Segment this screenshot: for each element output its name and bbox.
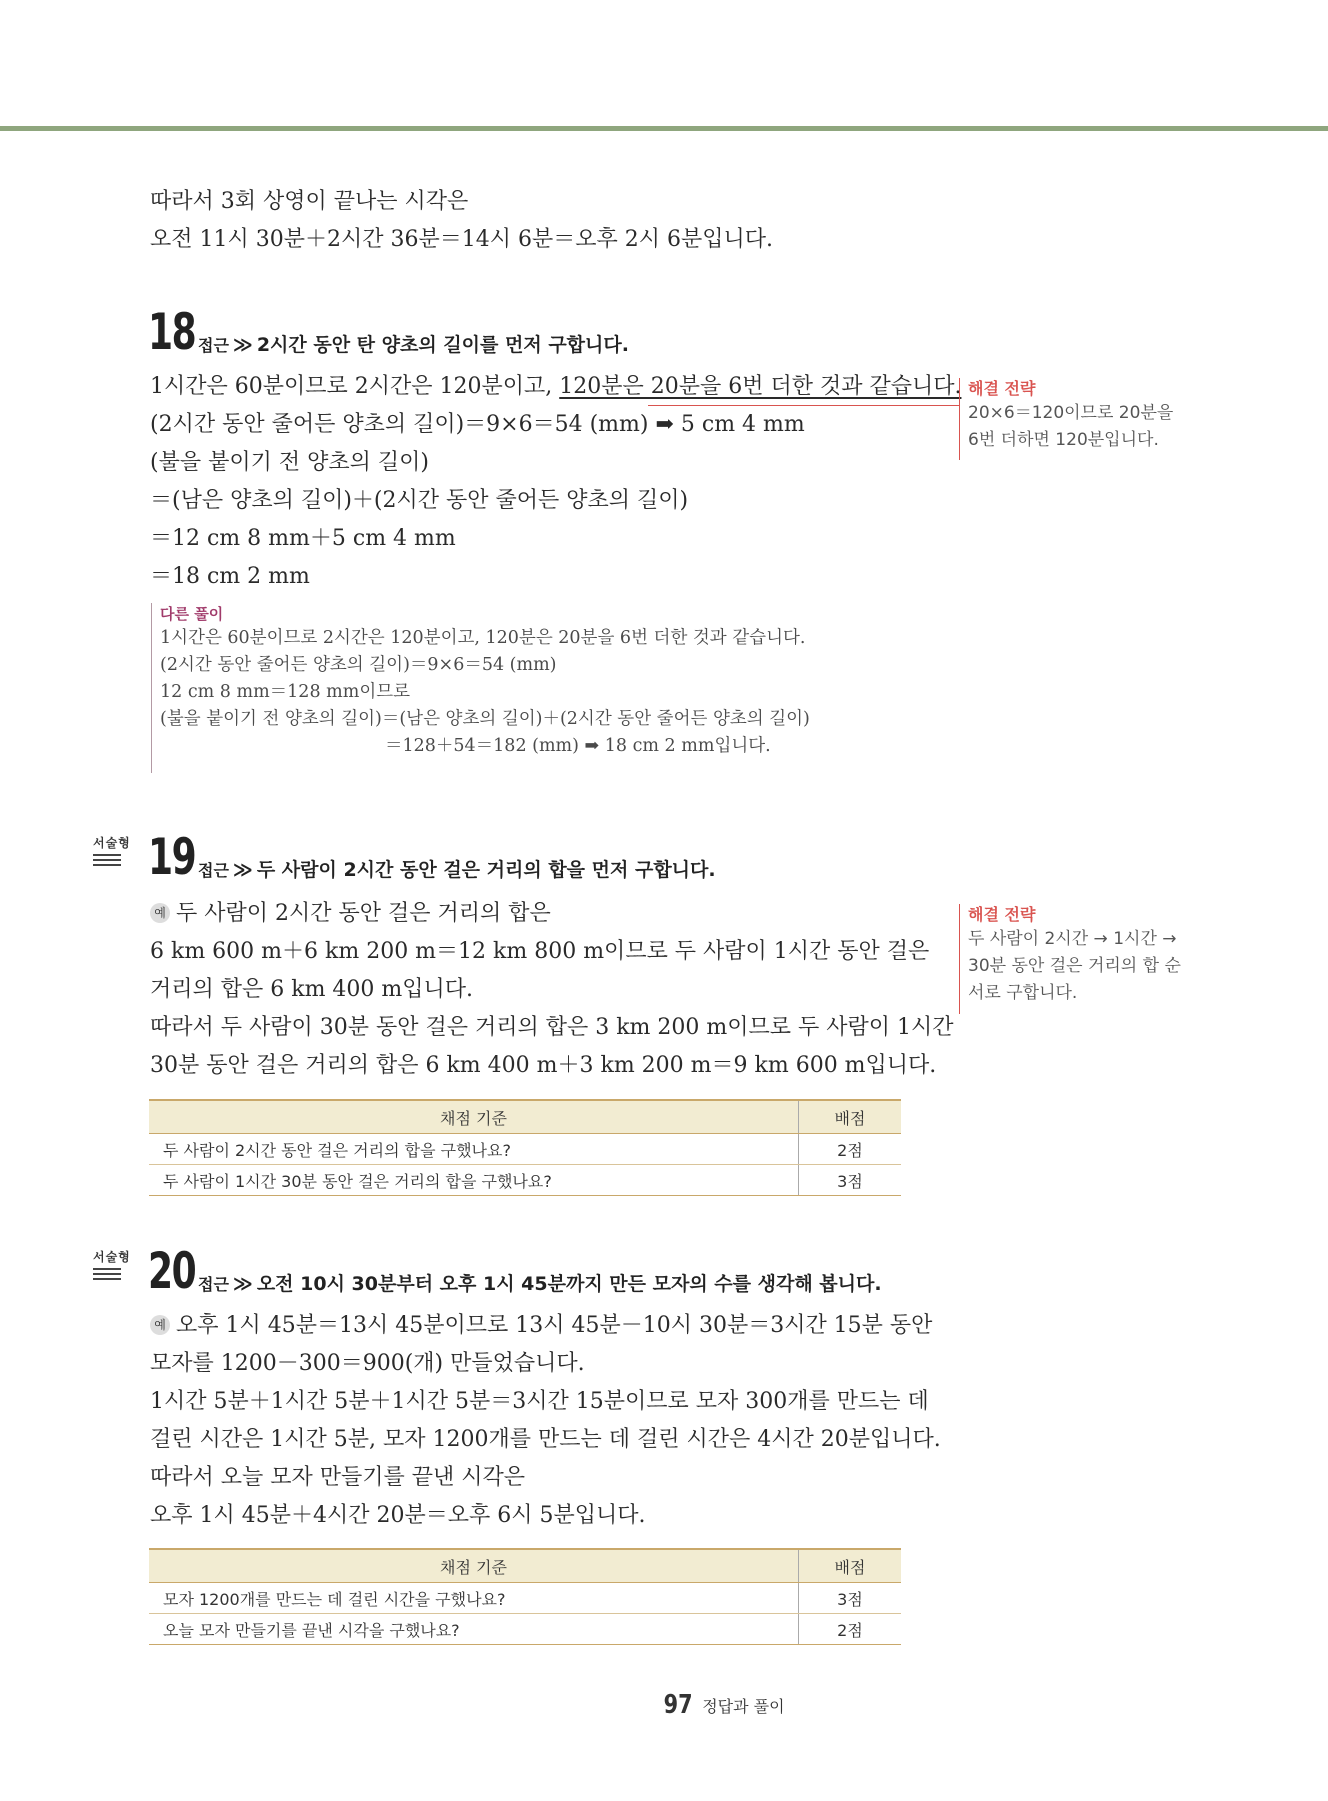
strategy-box-19 — [959, 904, 1228, 1014]
q18-line-2: (2시간 동안 줄어든 양초의 길이)＝9×6＝54 (mm) ➡ 5 cm 4 mm — [150, 412, 805, 437]
strategy-box-18 — [959, 378, 1228, 460]
intro-line-2: 오전 11시 30분＋2시간 36분＝14시 6분＝오후 2시 6분입니다. — [150, 227, 773, 252]
page-number: 97 — [663, 1690, 693, 1720]
table-header-row — [149, 1549, 901, 1583]
score-cell: 3점 — [799, 1165, 902, 1196]
criteria-cell: 두 사람이 2시간 동안 걸은 거리의 합을 구했나요? — [149, 1134, 799, 1165]
top-divider-bar — [0, 126, 1328, 131]
q19-line-5: 30분 동안 걸은 거리의 합은 6 km 400 m＋3 km 200 m＝9 km 600 m입니다. — [150, 1053, 937, 1078]
approach-19 — [198, 855, 716, 882]
q19-line-3: 거리의 합은 6 km 400 m입니다. — [150, 977, 474, 1002]
q20-line-3: 1시간 5분＋1시간 5분＋1시간 5분＝3시간 15분이므로 모자 300개를 만드는 데 — [150, 1389, 929, 1414]
approach-arrow-icon: ≫ — [232, 1273, 253, 1295]
strategy-line: 두 사람이 2시간 → 1시간 → — [968, 929, 1177, 949]
question-number-20: 20 — [148, 1242, 196, 1300]
approach-tag: 접근 — [198, 1275, 229, 1294]
example-mark-icon: 예 — [150, 1315, 170, 1335]
strategy-line: 서로 구합니다. — [968, 983, 1078, 1003]
approach-text: 2시간 동안 탄 양초의 길이를 먼저 구합니다. — [256, 334, 629, 356]
descriptive-badge-20 — [93, 1248, 135, 1283]
approach-text: 두 사람이 2시간 동안 걸은 거리의 합을 먼저 구합니다. — [256, 859, 716, 881]
table-row — [149, 1614, 901, 1645]
q18-line-5: ＝12 cm 8 mm＋5 cm 4 mm — [150, 526, 456, 551]
q18-line-1-text: 1시간은 60분이므로 2시간은 120분이고, — [150, 374, 560, 399]
scoring-table-20 — [149, 1548, 901, 1645]
header-score: 배점 — [799, 1100, 902, 1134]
scoring-table-19 — [149, 1099, 901, 1196]
strategy-title: 해결 전략 — [968, 379, 1036, 398]
q20-first-line-text: 오후 1시 45분＝13시 45분이므로 13시 45분－10시 30분＝3시간 15분 동안 — [176, 1313, 933, 1338]
table-row — [149, 1134, 901, 1165]
q19-line-4: 따라서 두 사람이 30분 동안 걸은 거리의 합은 3 km 200 m이므로 두 사람이 1시간 — [150, 1015, 954, 1040]
q20-line-4: 걸린 시간은 1시간 5분, 모자 1200개를 만드는 데 걸린 시간은 4시간 20분입니다. — [150, 1427, 941, 1452]
approach-tag: 접근 — [198, 336, 229, 355]
alternative-solution-18 — [151, 603, 860, 773]
q20-line-1 — [150, 1307, 932, 1345]
strategy-line: 30분 동안 걸은 거리의 합 순 — [968, 956, 1181, 976]
alt-line: ＝128＋54＝182 (mm) ➡ 18 cm 2 mm입니다. — [385, 736, 771, 756]
approach-20 — [198, 1269, 882, 1296]
page-footer — [660, 1690, 785, 1720]
q18-line-3: (불을 붙이기 전 양초의 길이) — [150, 450, 429, 475]
table-row — [149, 1165, 901, 1196]
alt-solution-title: 다른 풀이 — [160, 605, 224, 623]
strategy-line: 20×6＝120이므로 20분을 — [968, 403, 1174, 423]
header-score: 배점 — [799, 1549, 902, 1583]
alt-line: (2시간 동안 줄어든 양초의 길이)＝9×6＝54 (mm) — [160, 655, 557, 675]
score-cell: 2점 — [799, 1614, 902, 1645]
intro-line-1: 따라서 3회 상영이 끝나는 시각은 — [150, 189, 469, 214]
q18-line-6: ＝18 cm 2 mm — [150, 564, 310, 589]
strategy-line: 6번 더하면 120분입니다. — [968, 430, 1159, 450]
q20-line-6: 오후 1시 45분＋4시간 20분＝오후 6시 5분입니다. — [150, 1503, 646, 1528]
approach-text: 오전 10시 30분부터 오후 1시 45분까지 만든 모자의 수를 생각해 봅니다. — [256, 1273, 882, 1295]
footer-label: 정답과 풀이 — [702, 1696, 785, 1716]
approach-arrow-icon: ≫ — [232, 334, 253, 356]
q19-first-line-text: 두 사람이 2시간 동안 걸은 거리의 합은 — [176, 901, 551, 926]
table-row — [149, 1583, 901, 1614]
badge-label: 서술형 — [93, 1250, 131, 1264]
badge-label: 서술형 — [93, 836, 131, 850]
table-header-row — [149, 1100, 901, 1134]
criteria-cell: 오늘 모자 만들기를 끝낸 시각을 구했나요? — [149, 1614, 799, 1645]
question-number-19: 19 — [148, 828, 196, 886]
badge-lines-icon — [93, 1268, 135, 1280]
q18-line-1 — [150, 368, 961, 406]
alt-line: (불을 붙이기 전 양초의 길이)＝(남은 양초의 길이)＋(2시간 동안 줄어든 양초의 길이) — [160, 709, 810, 729]
approach-18 — [198, 330, 629, 357]
header-criteria: 채점 기준 — [149, 1549, 799, 1583]
alt-line: 12 cm 8 mm＝128 mm이므로 — [160, 682, 411, 702]
badge-lines-icon — [93, 854, 135, 866]
score-cell: 3점 — [799, 1583, 902, 1614]
header-criteria: 채점 기준 — [149, 1100, 799, 1134]
criteria-cell: 모자 1200개를 만드는 데 걸린 시간을 구했나요? — [149, 1583, 799, 1614]
q18-line-4: ＝(남은 양초의 길이)＋(2시간 동안 줄어든 양초의 길이) — [150, 488, 689, 513]
descriptive-badge-19 — [93, 834, 135, 869]
q19-line-2: 6 km 600 m＋6 km 200 m＝12 km 800 m이므로 두 사람이 1시간 동안 걸은 — [150, 939, 930, 964]
q20-line-5: 따라서 오늘 모자 만들기를 끝낸 시각은 — [150, 1465, 525, 1490]
example-mark-icon: 예 — [150, 903, 170, 923]
criteria-cell: 두 사람이 1시간 30분 동안 걸은 거리의 합을 구했나요? — [149, 1165, 799, 1196]
strategy-title: 해결 전략 — [968, 905, 1036, 924]
q18-line-1-highlight: 120분은 20분을 6번 더한 것과 같습니다. — [559, 374, 962, 399]
question-number-18: 18 — [148, 303, 196, 361]
alt-line: 1시간은 60분이므로 2시간은 120분이고, 120분은 20분을 6번 더한 것과 같습니다. — [160, 628, 806, 648]
approach-arrow-icon: ≫ — [232, 859, 253, 881]
score-cell: 2점 — [799, 1134, 902, 1165]
approach-tag: 접근 — [198, 861, 229, 880]
q20-line-2: 모자를 1200－300＝900(개) 만들었습니다. — [150, 1351, 585, 1376]
q19-line-1 — [150, 895, 551, 933]
